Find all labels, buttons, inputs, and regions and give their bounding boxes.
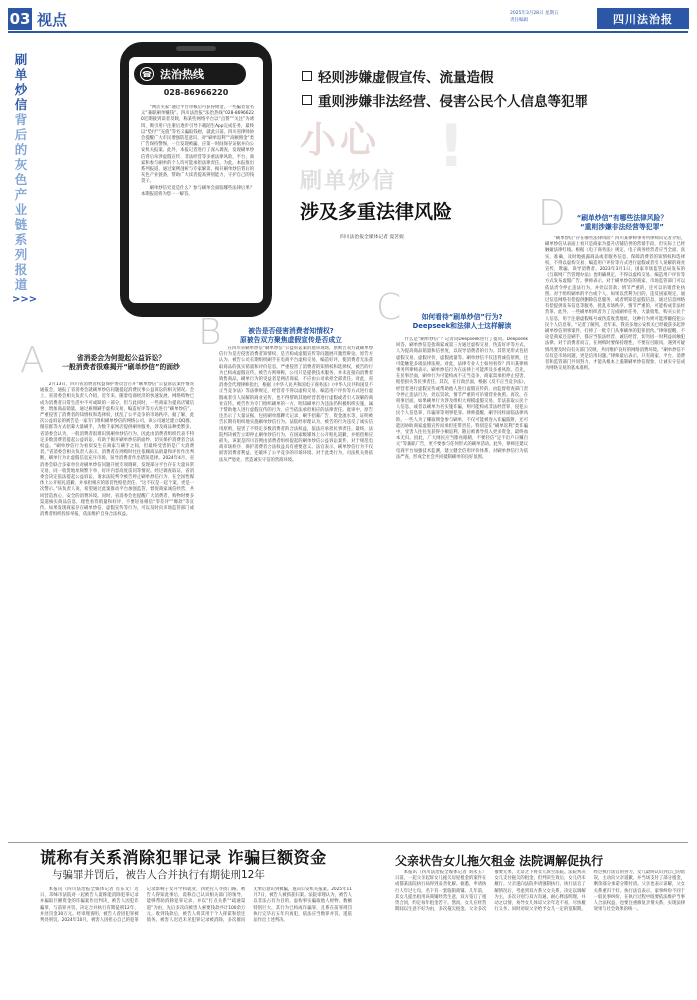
section-d-body <box>545 236 685 831</box>
section-a-body <box>40 382 194 830</box>
series-char: 灰 <box>14 157 28 172</box>
bottom-right-title: 父亲状告女儿拖欠租金 法院调解促执行 <box>395 854 604 868</box>
section-c-body <box>396 337 528 830</box>
editor-label: 责任编辑 <box>510 18 528 23</box>
headline-text: 重则涉嫌非法经营、侵害公民个人信息等犯罪 <box>318 94 588 110</box>
phone-notch <box>176 46 216 51</box>
byline: 四川法治报全媒体记者 夏茗妮 <box>340 235 404 240</box>
feature-title-xiaoxin: 小心 <box>300 120 381 161</box>
article-paragraph: 在四川省刷单炒信“刷单炒信”公益诉讼案的庭审现场，原被告双方就刷单炒信行为是否侵害消费者知情权、是否构成虚假宣传等问题展开激烈辩论。原告方认为，被告公司长期组织刷手在电商平台虚构交易、编造好评，使消费者无法获取商品的真实销量和评价信息，严重侵害了消费者的知情权和选择权，被告的行为已构成虚假宣传。被告方则辩称，公司只是提供技术服务，并未直接向消费者销售商品，刷单行为的受益者是网店商家，不应由公司承担全部责任。对此，省消委会代理律师指出，根据《中华人民共和国电子商务法》《中华人民共和国反不正当竞争法》等法律规定，经营者不得以虚构交易、编造用户评价等方式进行虚假或者引人误解的商业宣传，也不得帮助其他经营者进行虚假或者引人误解的商业宣传。被告作为专门组织刷单的一方，明知刷单行为违法仍积极组织实施，属于帮助他人进行虚假宣传的行为，应当依法承担相应的法律责任。庭审中，原告还出示了大量证据，包括刷单群聊天记录、刷手招募广告、资金流水等，证明被告长期有组织地实施刷单炒信行为。法院经审理认为，被告的行为违反了诚实信用原则，侵害了不特定多数消费者的合法权益，依法应承担民事责任。最终，法院判决被告立即停止刷单炒信行为，在国家级媒体上公开赔礼道歉，并赔偿相应损失。该案是四川首例由消费者组织提起的刷单炒信公益诉讼案件，对于规范电商市场秩序、保护消费者合法权益具有重要意义。法官表示，刷单炒信行为不仅损害消费者利益，还破坏了公平竞争的市场环境，对于此类行为，司法机关将依法从严惩处，营造诚实守信的营商环境。 <box>219 346 373 463</box>
series-char: 单 <box>14 67 28 82</box>
date-block <box>510 10 594 24</box>
weekday: 星期五 <box>544 11 559 16</box>
section-c-heading-1: 如何看待“刷单炒信”行为? <box>421 313 503 321</box>
hotline-text <box>141 105 254 303</box>
article-paragraph: 什么是“刷单炒信”？记者向Deepseek进行了提问。Deepseek回答，刷单炒信是指商家或第三方通过虚构交易、伪造好评等方式，人为提高商品销量和信誉度，以误导消费者的行为。其常见形式包括虚假交易、虚假评价、虚假流量等。刷单炒信不仅违背诚信原则，还可能触犯多项法律法规。对此，法律专业人士如何看待？四川某律师事务所律师表示，刷单炒信行为在法律上可能涉及多重风险。首先，在民事层面，刷单行为可能构成不正当竞争，商家需承担停止侵害、赔偿损失等民事责任。其次，在行政层面，根据《反不正当竞争法》，经营者进行虚假宣传或帮助他人进行虚假宣传的，由监督检查部门责令停止违法行为，处以罚款，情节严重的可吊销营业执照。再次，在刑事层面，如果刷单行为涉及组织大规模虚假交易、非法获取公民个人信息，或者以刷单为名实施诈骗，则可能构成非法经营罪、侵犯公民个人信息罪、诈骗罪等刑事犯罪。律师提醒，刷手同样面临法律风险。一些人为了赚取佣金参与刷单，不仅可能被卷入诈骗陷阱，还可能因协助商家虚假宣传而承担连带责任。特别是在“刷单返利”类诈骗中，受害人往往先获得小额返利，随后被诱导投入更多资金，最终血本无归。因此，广大网民应当擦亮眼睛，不要轻信“足不出户日赚百元”等兼职广告，更不要参与任何形式的刷单活动。此外，律师还建议电商平台加强技术监测，建立健全信用评价体系，对刷单炒信行为依法严查，形成全社会共同抵制刷单的良好氛围。 <box>396 337 528 460</box>
section-b-heading <box>228 327 354 345</box>
hotline-paragraph: 刷单炒信究竟是什么？参与刷单会面临哪些法律后果？本期报道将为您一一解答。 <box>141 185 254 197</box>
headline-2 <box>302 90 588 110</box>
header-rule <box>8 31 688 33</box>
hotline-label: 法治热线 <box>160 68 204 81</box>
bottom-left-body <box>40 887 352 995</box>
section-a-heading <box>60 354 182 372</box>
bottom-left-subtitle: 与骗罪并罚后，被告人合并执行有期徒刑12年 <box>52 869 265 881</box>
bottom-right-body <box>395 870 685 995</box>
date-line: 2025年3月28日 <box>510 11 544 16</box>
series-char: 色 <box>14 172 28 187</box>
article-paragraph: 2月13日，四川省消费者权益保护委员会召开“刷单炒信”公益诉讼案件情况通报会，通报了省消委会就刷单炒信问题提起消费民事公益诉讼的相关情况。会上，省消委会相关负责人介绍，近年来，随着电商经济的快速发展，网络购物已成为消费者日常生活中不可或缺的一部分，但与此同时，一些商家为提高店铺信誉、增加商品销量，通过雇佣刷手虚构交易、编造好评等方式进行“刷单炒信”，严重侵害了消费者的知情权和选择权，扰乱了公平竞争的市场秩序。据了解，此次公益诉讼的被告是一家专门组织刷单炒信的网络公司，该公司通过建立QQ群、微信群等方式招募大量刷手，为数千家网店提供刷单服务，涉及商品种类繁多。省消委会认为，一般消费者很难识别刷单炒信行为，因此由消费者组织代表不特定多数消费者提起公益诉讼，有助于揭开刷单炒信的面纱，切实保护消费者合法权益。“刷单炒信行为看似发生在商家与刷手之间，但最终受害的是广大消费者。”省消委会相关负责人表示，消费者在网购时往往依赖商品销量和评价作出判断，刷单行为让虚假信息充斥市场，误导消费者作出错误选择。2024年4月，省消委会联合多家单位对刷单炒信问题开展专项调研，发现部分平台存在大量异常交易，同一收货地址频繁下单、好评内容高度雷同等情况。经过调查取证，省消委会决定依法提起公益诉讼，请求法院判令被告停止刷单炒信行为、在全国性媒体上公开赔礼道歉，并承担相应的惩罚性赔偿责任。“这不仅是一起个案，更是一次警示。”该负责人说，希望通过此案推动平台加强监管，督促商家诚信经营，共同营造放心、安全的消费环境。同时，省消委会也提醒广大消费者，购物时要多渠道核实商品信息，理性看待销量和好评，不要轻易相信“零差评”“爆款”等宣传。如果发现商家存在刷单炒信、虚假宣传等行为，可以及时向市场监管部门或消费者组织投诉举报，依法维护自身合法权益。 <box>40 382 194 518</box>
page-number: 03 <box>9 10 31 28</box>
section-divider <box>8 842 688 843</box>
series-char: 刷 <box>14 52 28 67</box>
phone-icon: ☎ <box>140 67 154 81</box>
series-char: 道 <box>14 277 28 292</box>
headline-text: 轻则涉嫌虚假宣传、流量造假 <box>318 70 494 86</box>
section-d-heading-1: “刷单炒信”有哪些法律风险？ <box>576 214 668 222</box>
series-char: 链 <box>14 217 28 232</box>
series-arrow: >>> <box>12 294 38 305</box>
section-letter-d: D <box>538 193 566 234</box>
newspaper-brand: 四川法治报 <box>597 8 689 29</box>
series-char: 列 <box>14 247 28 262</box>
series-char: 报 <box>14 262 28 277</box>
section-c-heading-2: Deepseek和法律人士这样解读 <box>412 322 512 330</box>
hotline-paragraph: “网店买家”通过平台审核后可获得佣金，一些骗者借名义“兼职刷单赚钱”。四川法治报“法治热线”028-86966220近期接到读者反映，称某些网络平台以“点赞”“关注”为诱饵，吸引用户注册后逐步引导下载陌生App完成任务，最终以“垫付”“充值”等名义骗取钱财，就此日前，四川省律师协会提醒广大市民增强防范意识，对“刷单返利”“高额佣金”类广告保持警惕，一旦发现被骗，应第一时间保存证据并向公安机关报案。此外，本报记者进行了深入调查，发现刷单炒信背后牵涉虚假宣传、非法经营等多重法律风险，平台、商家和参与刷单的个人均可能承担法律责任。为此，本报推出系列报道，通过案例剖析与专家解读，揭开刷单炒信背后的灰色产业链条，帮助广大读者提高辨别能力，守护自己的钱袋子。 <box>141 105 254 185</box>
series-char: 的 <box>14 142 28 157</box>
section-b-heading-1: 被告是否侵害消费者知情权? <box>248 327 334 335</box>
section-name: 视点 <box>37 11 68 29</box>
section-b-body <box>219 346 373 830</box>
section-letter-a: A <box>20 340 45 381</box>
hotline-badge <box>134 63 246 85</box>
feature-main-title: 涉及多重法律风险 <box>300 201 453 223</box>
series-char: 后 <box>14 127 28 142</box>
section-a-heading-1: 省消委会为何提起公益诉讼？ <box>76 354 166 362</box>
section-c-heading <box>399 313 525 331</box>
series-char: 系 <box>14 232 28 247</box>
section-d-heading <box>569 214 675 232</box>
section-letter-c: C <box>376 287 402 328</box>
article-paragraph: 本报讯（四川法治报全媒体记者 刘永玉）日前，一起父亲起诉女儿拖欠房屋租金的案件在成都某法院执行局得到妥善化解。据悉，申请执行人年过七旬，名下有一套临街商铺。几年前，其女儿提出租用该商铺经营生意，双方签订了租赁合同，约定每年租金若干。然而，女儿在经营期间以生意不好为由，多次拖欠租金。父亲多次催要无果，无奈之下将女儿诉至法院。法院判决女儿支付拖欠的租金，但判决生效后，女儿仍未履行。父亲遂向法院申请强制执行。执行法官了解情况后，考虑到双方系父女关系，决定以调解为主，多次分别与双方沟通，耐心释法明理，并动之以情，劝导女儿体谅父亲年迈不易，尽快履行义务；同时劝说父亲给予女儿一定的宽限期。经过执行法官的努力，女儿最终认识到自己的错误，主动向父亲道歉，并当场支付了部分租金，剩余部分承诺分期付清。父亲也表示谅解，父女关系重归于好。执行法官表示，家事纠纷不同于一般民事纠纷，在执行过程中既要依法维护当事人合法权益，也要注重修复亲情关系，实现法律效果与社会效果的统一。 <box>395 870 685 913</box>
section-b-heading-2: 原被告双方聚焦虚假宣传是否成立 <box>240 336 342 344</box>
checkbox-icon <box>302 71 312 81</box>
series-char: 业 <box>14 202 28 217</box>
section-d-heading-2: “重则涉嫌非法经营等犯罪” <box>580 223 664 231</box>
feature-title-shuadan: 刷单炒信 <box>300 169 397 194</box>
series-title <box>12 52 38 307</box>
series-char: 炒 <box>14 82 28 97</box>
article-paragraph: “刷单炒信”存在哪些法律风险？四川某律师事务所律师向记者介绍，刷单炒信从表面上看只是商家为提升店铺信誉的营销手段，但实际上已经触碰法律红线。根据《电子商务法》规定，电子商务经营者应当全面、真实、准确、及时地披露商品或者服务信息，保障消费者的知情权和选择权，不得以虚构交易、编造用户评价等方式进行虚假或者引人误解的商业宣传，欺骗、误导消费者。2023年3月1日，国家市场监管总局发布的《互联网广告管理办法》也明确规定，不得以虚构交易、编造用户评价等方式发布虚假广告。律师表示，对于刷单炒信的商家，市场监管部门可以依法责令停止违法行为，并处以罚款；情节严重的，还可以吊销营业执照。对于组织刷单的平台或个人，如果以营利为目的，违反国家规定，通过信息网络有偿提供删除信息服务，或者明知是虚假信息，通过信息网络有偿提供发布信息等服务，扰乱市场秩序，情节严重的，可能构成非法经营罪。此外，一些刷单组织者为了完成刷单任务，大量收集、购买公民个人信息，用于注册虚假账号或伪造收货地址，这种行为则可能涉嫌侵犯公民个人信息罪。“记者了解到，近年来，我省多地公安机关已经破获多起涉刷单炒信刑事案件，打掉了一批专门从事刷单的犯罪团伙。”律师提醒，不论是商家还是刷手，都应当依法经营、诚信经营，切勿因一时利益而触犯法律。对于消费者而言，在网购时要保持理性，不要盲目跟风，遇到可疑情况要及时向有关部门反映，共同维护良好的网络消费环境。“刷单炒信不仅仅是市场问题，更是信用问题。”律师最后表示，只有商家、平台、消费者和监管部门共同努力，才能从根本上遏制刷单炒信现象，让诚实守信成为网络交易的基本准则。 <box>545 236 685 372</box>
hotline-number: 028-86966220 <box>163 88 229 97</box>
series-char: 背 <box>14 112 28 127</box>
headline-1 <box>302 66 494 86</box>
checkbox-icon <box>302 95 312 105</box>
series-char: 信 <box>14 97 28 112</box>
section-a-heading-2: 一般消费者很难揭开“刷单炒信”的面纱 <box>62 363 180 371</box>
exclamation-mark: ! <box>438 112 465 180</box>
bottom-left-title: 谎称有关系消除犯罪记录 诈骗巨额资金 <box>40 848 327 867</box>
article-paragraph: 本报讯（四川法治报全媒体记者 肖东文）近日，邛崃市法院对一起被告人谎称能消除犯罪记录并骗取巨额资金的诈骗案作出判决，被告人因犯诈骗罪，与前罪并罚，决定合并执行有期徒刑12年，并处罚金30万元。经审理查明，被告人曾因犯罪被判处刑罚。2024年10月，被害人因担心自己的犯罪记录影响子女升学和就业，四处托人寻找门路。被告人得知此事后，谎称自己认识相关部门的领导，能够帮助消除犯罪记录，并以“打点关系”“疏通渠道”为由，先后多次向被害人索要钱款共计100余万元。收到钱款后，被告人将其用于个人挥霍和偿还债务。被害人迟迟未见犯罪记录被消除，多次催问无果后意识到被骗，遂向公安机关报案。2025年11月7日，被告人被抓获归案。法院审理认为，被告人以非法占有为目的，虚构事实骗取他人财物，数额特别巨大，其行为已构成诈骗罪，且系在前罪刑罚执行完毕后五年内再犯，依法应当数罪并罚。遂依法作出上述判决。 <box>40 887 352 924</box>
series-char: 产 <box>14 187 28 202</box>
section-letter-b: B <box>198 312 222 353</box>
